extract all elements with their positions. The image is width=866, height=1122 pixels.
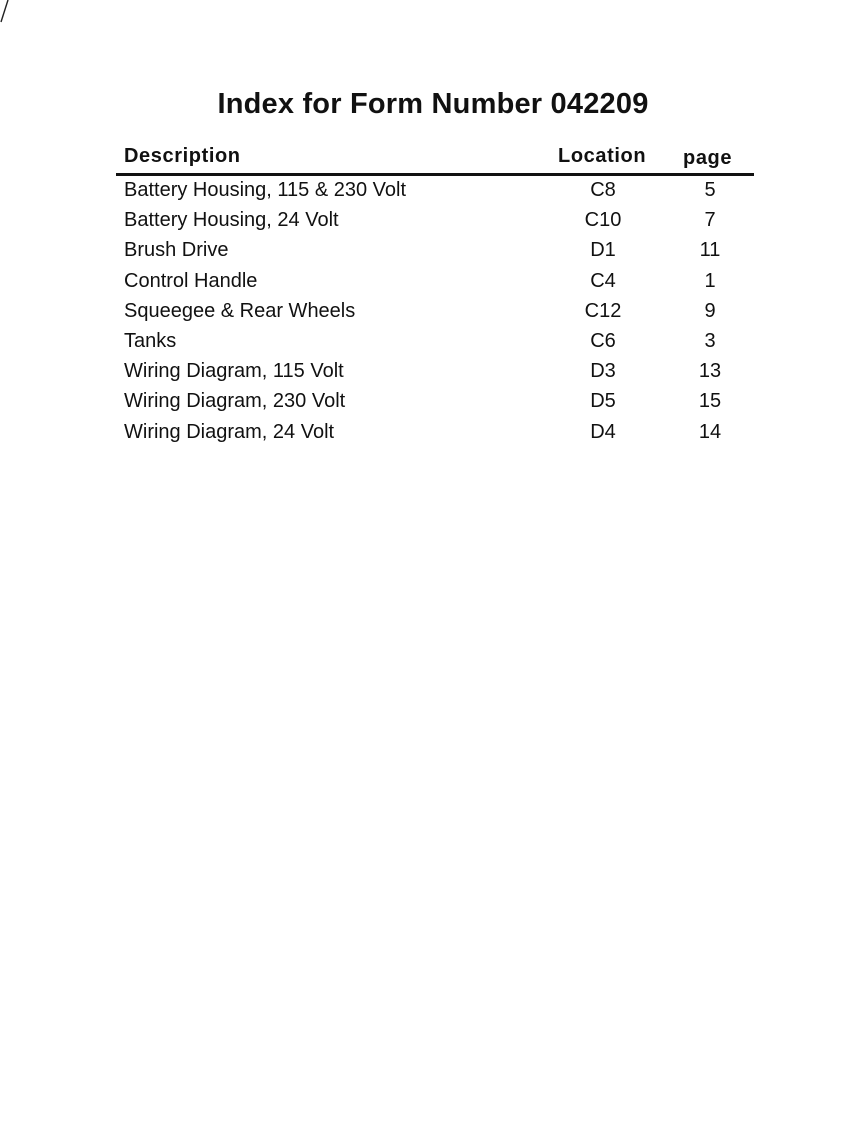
row-description: Battery Housing, 115 & 230 Volt [124,179,407,201]
column-header-page: page [683,147,733,169]
table-row [116,357,754,387]
row-description: Brush Drive [124,239,229,262]
row-description: Battery Housing, 24 Volt [124,209,339,232]
column-header-location: Location [558,145,647,167]
row-page: 3 [704,329,716,352]
column-header-description: Description [124,145,241,167]
table-row [116,297,754,327]
row-page: 7 [704,209,716,232]
row-description: Squeegee & Rear Wheels [124,299,356,322]
row-page: 5 [704,179,716,201]
row-description: Control Handle [124,269,258,292]
row-page: 13 [698,360,722,383]
row-location: D1 [590,239,616,262]
row-location: D5 [590,390,616,413]
row-location: C6 [590,329,616,352]
row-description: Tanks [124,329,177,352]
row-page: 15 [698,390,722,413]
row-page: 1 [704,269,716,292]
page-title: Index for Form Number 042209 [217,88,649,120]
row-description: Wiring Diagram, 115 Volt [124,360,344,383]
table-row [116,176,754,206]
row-page: 9 [704,299,716,322]
row-location: C4 [590,269,616,292]
row-page: 14 [698,420,722,443]
table-row [116,418,754,448]
table-row [116,267,754,297]
row-location: C8 [590,179,616,201]
table-row [116,387,754,417]
row-page: 11 [699,239,721,262]
table-row [116,206,754,236]
scan-edge-mark [0,0,10,24]
row-description: Wiring Diagram, 24 Volt [124,420,335,443]
row-location: D4 [590,420,616,443]
row-description: Wiring Diagram, 230 Volt [124,390,346,413]
row-location: C12 [584,299,622,322]
table-header [116,142,754,176]
table-row [116,327,754,357]
row-location: C10 [584,209,622,232]
index-table [116,142,754,448]
table-row [116,236,754,266]
table-body [116,176,754,448]
row-location: D3 [590,360,616,383]
